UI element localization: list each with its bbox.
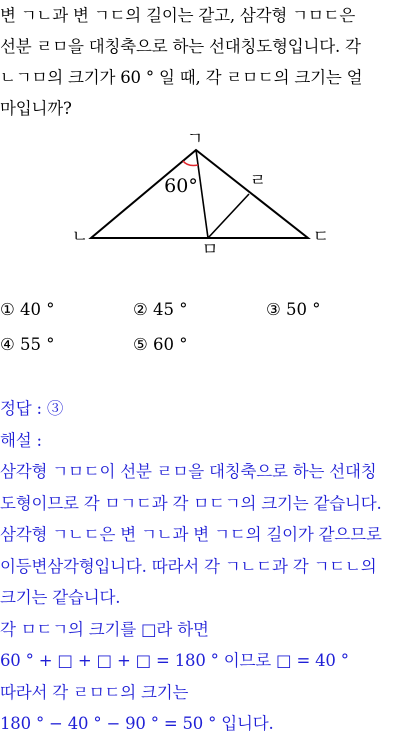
vertex-label-left: ㄴ xyxy=(71,227,89,247)
choice-2[interactable] xyxy=(133,300,188,319)
triangle-outline xyxy=(91,150,308,238)
solution-line: 삼각형 ㄱㄴㄷ은 변 ㄱㄴ과 변 ㄱㄷ의 길이가 같으므로 xyxy=(0,525,382,544)
solution-line: 60 ° + □ + □ + □ = 180 ° 이므로 □ = 40 ° xyxy=(0,651,349,670)
choice-value: 55 ° xyxy=(20,335,55,354)
angle-arc xyxy=(183,161,198,166)
problem-line: 마입니까? xyxy=(0,99,72,118)
choice-5[interactable] xyxy=(133,335,188,354)
problem-line: ㄴㄱㅁ의 크기가 60 ° 일 때, 각 ㄹㅁㄷ의 크기는 얼 xyxy=(0,68,363,87)
problem-text xyxy=(0,0,400,124)
vertex-label-side: ㄹ xyxy=(249,171,267,191)
solution-line: 이등변삼각형입니다. 따라서 각 ㄱㄴㄷ과 각 ㄱㄷㄴ의 xyxy=(0,556,377,576)
choice-value: 45 ° xyxy=(153,300,188,319)
solution-line: 크기는 같습니다. xyxy=(0,588,121,607)
solution-line: 삼각형 ㄱㅁㄷ이 선분 ㄹㅁ을 대칭축으로 하는 선대칭 xyxy=(0,462,377,481)
vertex-label-top: ㄱ xyxy=(186,129,204,149)
choice-number: ⑤ xyxy=(133,335,148,354)
vertex-label-right: ㄷ xyxy=(312,227,330,247)
choice-value: 40 ° xyxy=(20,300,55,319)
choice-1[interactable] xyxy=(0,300,55,319)
triangle-figure xyxy=(0,128,400,258)
solution-line: 180 ° − 40 ° − 90 ° = 50 ° 입니다. xyxy=(0,714,274,733)
choice-number: ① xyxy=(0,300,15,319)
solution-line: 도형이므로 각 ㅁㄱㄷ과 각 ㅁㄷㄱ의 크기는 같습니다. xyxy=(0,493,382,513)
choice-value: 50 ° xyxy=(286,300,321,319)
choice-number: ③ xyxy=(266,300,281,319)
solution-section xyxy=(0,393,400,740)
solution-line: 각 ㅁㄷㄱ의 크기를 □라 하면 xyxy=(0,619,209,639)
problem-line: 선분 ㄹㅁ을 대칭축으로 하는 선대칭도형입니다. 각 xyxy=(0,37,361,56)
choice-3[interactable] xyxy=(266,300,321,319)
choice-number: ② xyxy=(133,300,148,319)
segment-m-to-r xyxy=(208,194,249,238)
choice-4[interactable] xyxy=(0,335,55,354)
choice-value: 60 ° xyxy=(153,335,188,354)
solution-line: 따라서 각 ㄹㅁㄷ의 크기는 xyxy=(0,682,189,702)
solution-header: 해설 : xyxy=(0,430,42,450)
answer-line: 정답 : ③ xyxy=(0,399,64,418)
vertex-label-bottom: ㅁ xyxy=(201,240,219,258)
choice-number: ④ xyxy=(0,335,15,354)
angle-label: 60° xyxy=(164,175,198,197)
problem-line: 변 ㄱㄴ과 변 ㄱㄷ의 길이는 같고, 삼각형 ㄱㅁㄷ은 xyxy=(0,6,356,25)
